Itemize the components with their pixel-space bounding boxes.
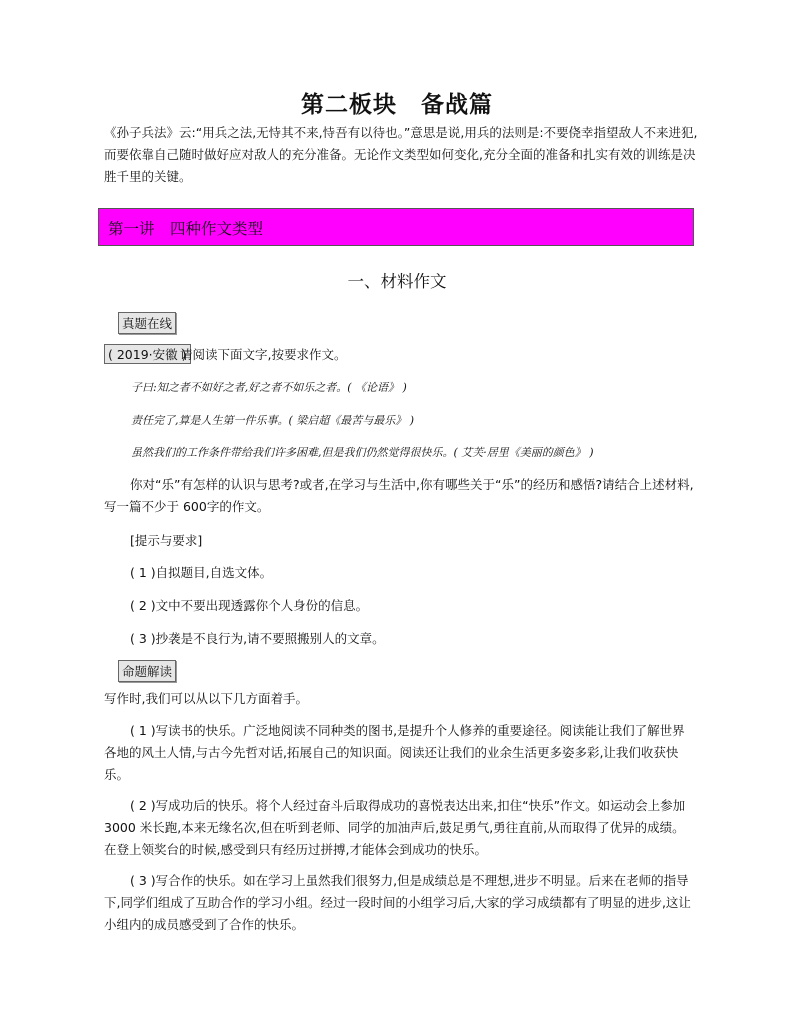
lecture-banner-title: 第一讲 四种作文类型: [108, 220, 264, 238]
source-tag: ( 2019·安徽 ): [104, 344, 191, 364]
analysis-paragraph: ( 3 )写合作的快乐。如在学习上虽然我们很努力,但是成绩总是不理想,进步不明显。后来在老师的指导下,同学们组成了互助合作的学习小组。经过一段时间的小组学习后,大家的学习成绩都有了明显的进步,这让小组内的成员感受到了合作的快乐。: [104, 873, 691, 932]
requirement-item: ( 3 )抄袭是不良行为,请不要照搬别人的文章。: [130, 631, 385, 646]
section-heading: 一、材料作文: [347, 272, 447, 291]
analysis-paragraph: ( 1 )写读书的快乐。广泛地阅读不同种类的图书,是提升个人修养的重要途径。阅读能让我们了解世界各地的风土人情,与古今先哲对话,拓展自己的知识面。阅读还让我们的业余生活更多姿多彩,让我们收获快乐。: [104, 723, 685, 782]
prompt-paragraph: 你对“乐”有怎样的认识与思考?或者,在学习与生活中,你有哪些关于“乐”的经历和感悟?请结合上述材料,写一篇不少于 600字的作文。: [104, 477, 694, 514]
quote-item: 子曰:知之者不如好之者,好之者不如乐之者。( 《论语》 ): [131, 381, 407, 394]
requirement-item: ( 2 )文中不要出现透露你个人身份的信息。: [130, 598, 369, 613]
analysis-paragraph: ( 2 )写成功后的快乐。将个人经过奋斗后取得成功的喜悦表达出来,扣住“快乐”作文。如运动会上参加3000 米长跑,本来无缘名次,但在听到老师、同学的加油声后,鼓足勇气,勇往直前,从而取得了优异的成绩。在登上领奖台的时候,感受到只有经历过拼搏,才能体会到成功的快乐。: [104, 798, 686, 857]
write-intro: 写作时,我们可以从以下几方面着手。: [104, 691, 308, 706]
requirement-item: ( 1 )自拟题目,自选文体。: [130, 565, 273, 580]
quote-item: 责任完了,算是人生第一件乐事。( 梁启超《最苦与最乐》 ): [131, 414, 415, 427]
analysis-tag: 命题解读: [118, 660, 176, 682]
source-instruction: 请阅读下面文字,按要求作文。: [180, 347, 347, 362]
quote-item: 虽然我们的工作条件带给我们许多困难,但是我们仍然觉得很快乐。( 艾芙·居里《美丽的颜色》 ): [131, 446, 594, 459]
page-title: 第二板块 备战篇: [301, 91, 493, 118]
exam-tag: 真题在线: [118, 312, 176, 334]
intro-paragraph: 《孙子兵法》云:“用兵之法,无恃其不来,恃吾有以待也。”意思是说,用兵的法则是:不要侥幸指望敌人不来进犯,而要依靠自己随时做好应对敌人的充分准备。无论作文类型如何变化,充分全面的准备和扎实有效的训练是决胜千里的关键。: [104, 125, 698, 184]
requirements-label: [提示与要求]: [130, 533, 203, 548]
